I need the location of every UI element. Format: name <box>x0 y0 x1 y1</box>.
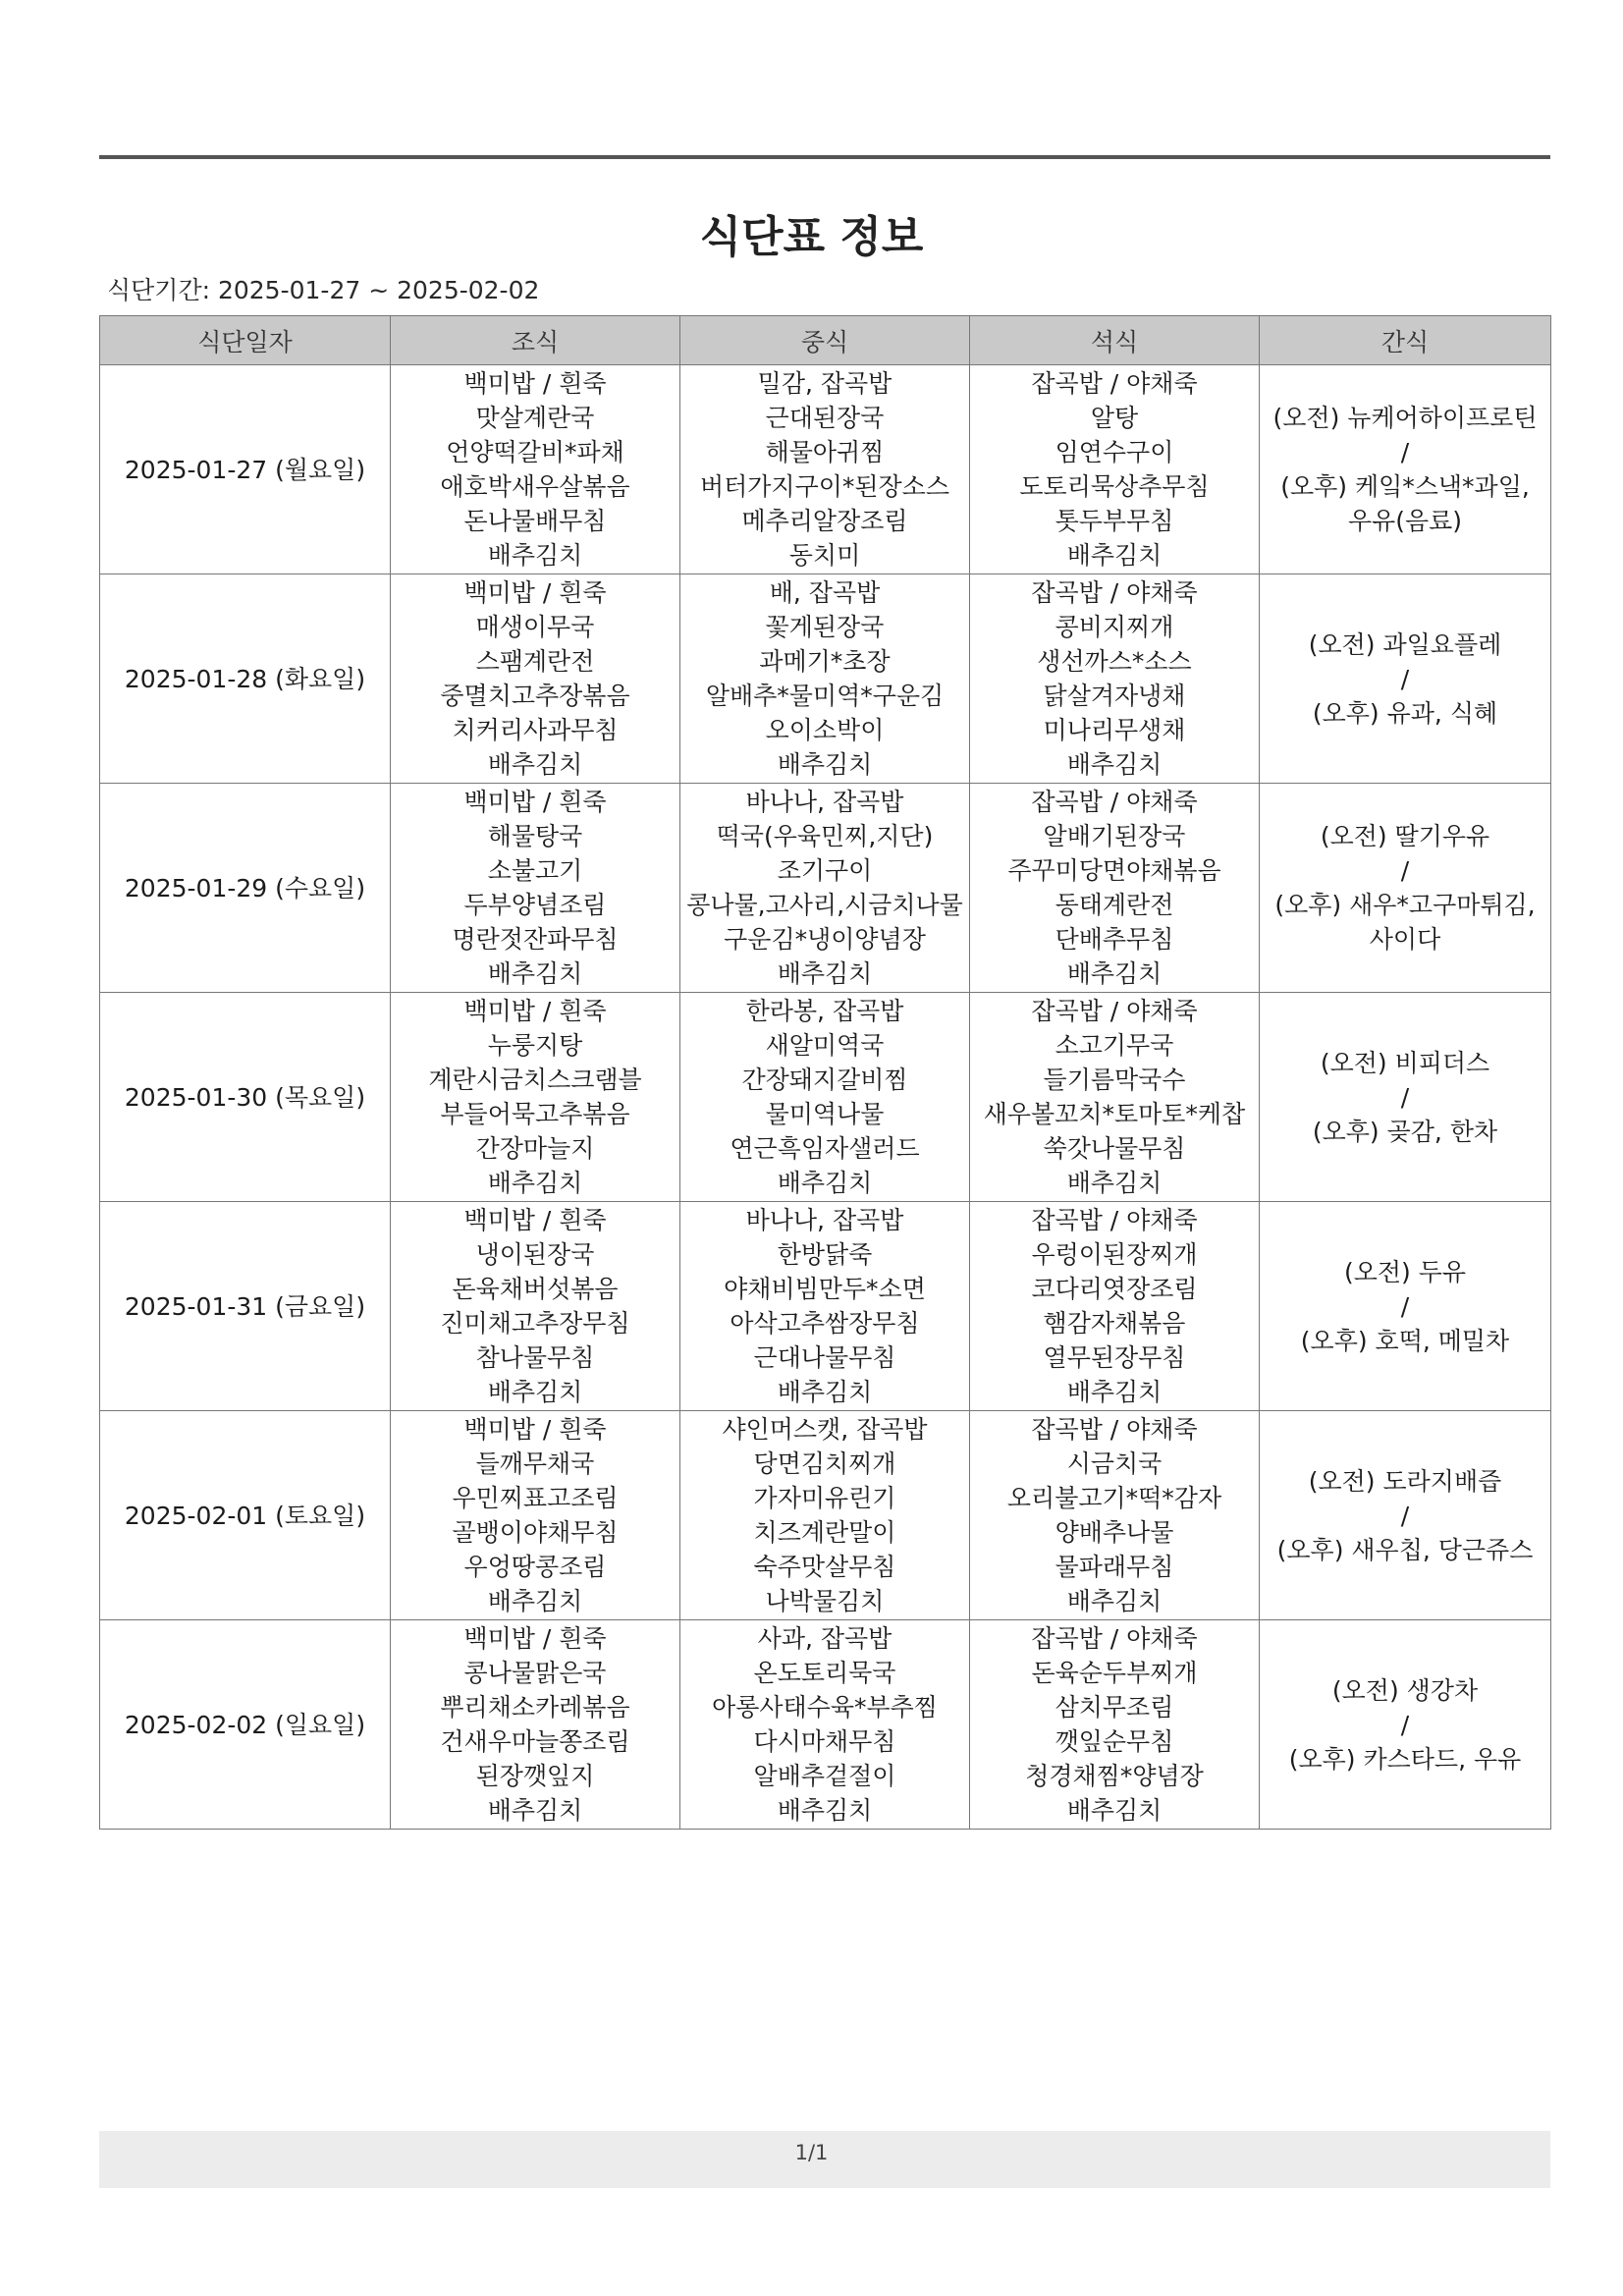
snack-item: (오후) 카스타드, 우유 <box>1288 1744 1522 1774</box>
lunch-cell <box>680 993 970 1202</box>
dinner-item: 배추김치 <box>1066 1169 1163 1197</box>
dinner-item: 주꾸미당면야채볶음 <box>1007 856 1221 885</box>
table-row <box>100 1202 1551 1411</box>
snack-item: / <box>1400 1501 1410 1530</box>
dinner-item: 배추김치 <box>1066 750 1163 779</box>
dinner-item: 청경채찜*양념장 <box>1025 1762 1204 1790</box>
breakfast-item: 백미밥 / 흰죽 <box>463 369 607 398</box>
snack-item: (오전) 딸기우유 <box>1320 822 1490 850</box>
breakfast-item: 참나물무침 <box>475 1343 595 1372</box>
breakfast-item: 두부양념조림 <box>463 891 607 919</box>
header-breakfast: 조식 <box>391 316 680 365</box>
dinner-item: 배추김치 <box>1066 959 1163 988</box>
lunch-item: 배추김치 <box>777 1378 873 1406</box>
breakfast-item: 들깨무채국 <box>475 1449 595 1478</box>
lunch-item: 밀감, 잡곡밥 <box>757 369 893 398</box>
breakfast-item: 백미밥 / 흰죽 <box>463 788 607 816</box>
lunch-cell <box>680 1620 970 1830</box>
dinner-item: 쑥갓나물무침 <box>1043 1134 1186 1163</box>
snack-cell <box>1260 365 1551 574</box>
lunch-cell <box>680 1202 970 1411</box>
header-lunch: 중식 <box>680 316 970 365</box>
date-cell: 2025-01-30 (목요일) <box>100 993 391 1202</box>
date-cell: 2025-01-28 (화요일) <box>100 574 391 784</box>
breakfast-item: 냉이된장국 <box>475 1240 595 1269</box>
dinner-item: 콩비지찌개 <box>1055 613 1174 641</box>
dinner-cell <box>970 574 1260 784</box>
dinner-item: 잡곡밥 / 야채죽 <box>1031 788 1198 816</box>
dinner-item: 도토리묵상추무침 <box>1019 472 1210 501</box>
lunch-item: 한라봉, 잡곡밥 <box>745 997 904 1025</box>
snack-item: 사이다 <box>1369 925 1441 954</box>
breakfast-item: 백미밥 / 흰죽 <box>463 1206 607 1234</box>
lunch-item: 연근흑임자샐러드 <box>730 1134 920 1163</box>
breakfast-item: 된장깻잎지 <box>475 1762 595 1790</box>
dinner-item: 미나리무생채 <box>1043 716 1186 744</box>
dinner-cell <box>970 365 1260 574</box>
lunch-item: 야채비빔만두*소면 <box>724 1275 926 1303</box>
lunch-item: 새알미역국 <box>765 1031 885 1060</box>
breakfast-cell <box>391 784 680 993</box>
lunch-item: 나박물김치 <box>765 1587 885 1615</box>
breakfast-item: 배추김치 <box>487 541 583 570</box>
lunch-item: 해물아귀찜 <box>765 438 885 466</box>
breakfast-item: 콩나물맑은국 <box>463 1659 607 1687</box>
dinner-item: 햄감자채볶음 <box>1043 1309 1186 1338</box>
dinner-item: 잡곡밥 / 야채죽 <box>1031 1624 1198 1653</box>
snack-item: (오후) 곶감, 한차 <box>1312 1117 1498 1146</box>
dinner-item: 배추김치 <box>1066 1796 1163 1825</box>
table-row <box>100 784 1551 993</box>
date-cell: 2025-01-27 (월요일) <box>100 365 391 574</box>
header-dinner: 석식 <box>970 316 1260 365</box>
lunch-item: 숙주맛살무침 <box>753 1553 896 1581</box>
date-cell: 2025-02-02 (일요일) <box>100 1620 391 1830</box>
top-divider <box>99 155 1550 159</box>
dinner-item: 오리불고기*떡*감자 <box>1006 1484 1222 1512</box>
snack-cell <box>1260 993 1551 1202</box>
dinner-item: 양배추나물 <box>1055 1518 1174 1547</box>
breakfast-item: 해물탕국 <box>487 822 583 850</box>
dinner-item: 톳두부무침 <box>1055 507 1174 535</box>
breakfast-item: 스팸계란전 <box>475 647 595 676</box>
dinner-item: 돈육순두부찌개 <box>1031 1659 1198 1687</box>
snack-cell <box>1260 1202 1551 1411</box>
breakfast-item: 배추김치 <box>487 1378 583 1406</box>
snack-item: (오후) 새우*고구마튀김, <box>1274 891 1536 919</box>
lunch-item: 배추김치 <box>777 1796 873 1825</box>
dinner-item: 열무된장무침 <box>1043 1343 1186 1372</box>
date-cell: 2025-02-01 (토요일) <box>100 1411 391 1620</box>
dinner-item: 동태계란전 <box>1055 891 1174 919</box>
lunch-item: 샤인머스캣, 잡곡밥 <box>722 1415 928 1444</box>
dinner-item: 잡곡밥 / 야채죽 <box>1031 1415 1198 1444</box>
snack-item: (오후) 새우칩, 당근쥬스 <box>1276 1535 1534 1564</box>
breakfast-item: 배추김치 <box>487 750 583 779</box>
snack-item: / <box>1400 856 1410 885</box>
lunch-item: 버터가지구이*된장소스 <box>699 472 949 501</box>
breakfast-item: 백미밥 / 흰죽 <box>463 578 607 607</box>
lunch-item: 치즈계란말이 <box>753 1518 896 1547</box>
dinner-item: 새우볼꼬치*토마토*케찹 <box>983 1100 1246 1128</box>
lunch-item: 배, 잡곡밥 <box>769 578 881 607</box>
lunch-item: 바나나, 잡곡밥 <box>745 1206 904 1234</box>
dinner-cell <box>970 784 1260 993</box>
dinner-cell <box>970 1620 1260 1830</box>
breakfast-item: 맛살계란국 <box>475 404 595 432</box>
lunch-item: 한방닭죽 <box>777 1240 873 1269</box>
lunch-cell <box>680 365 970 574</box>
lunch-item: 구운김*냉이양념장 <box>724 925 926 954</box>
dinner-item: 생선까스*소스 <box>1037 647 1192 676</box>
date-cell: 2025-01-31 (금요일) <box>100 1202 391 1411</box>
lunch-item: 배추김치 <box>777 959 873 988</box>
dinner-item: 알배기된장국 <box>1043 822 1186 850</box>
snack-item: (오전) 비피더스 <box>1320 1048 1490 1077</box>
breakfast-item: 건새우마늘쫑조림 <box>440 1727 630 1756</box>
dinner-item: 배추김치 <box>1066 1587 1163 1615</box>
dinner-item: 삼치무조림 <box>1055 1693 1174 1722</box>
lunch-cell <box>680 1411 970 1620</box>
snack-item: (오전) 도라지배즙 <box>1308 1466 1502 1496</box>
breakfast-item: 뿌리채소카레볶음 <box>440 1693 630 1722</box>
dinner-item: 시금치국 <box>1066 1449 1163 1478</box>
lunch-cell <box>680 784 970 993</box>
snack-item: (오전) 생강차 <box>1331 1675 1479 1705</box>
lunch-item: 꽃게된장국 <box>765 613 885 641</box>
breakfast-item: 진미채고추장무침 <box>440 1309 630 1338</box>
snack-item: / <box>1400 1710 1410 1739</box>
breakfast-item: 백미밥 / 흰죽 <box>463 1415 607 1444</box>
dinner-item: 들기름막국수 <box>1043 1066 1186 1094</box>
breakfast-item: 매생이무국 <box>475 613 595 641</box>
menu-period: 식단기간: 2025-01-27 ~ 2025-02-02 <box>107 276 540 304</box>
breakfast-item: 우엉땅콩조림 <box>463 1553 607 1581</box>
breakfast-cell <box>391 574 680 784</box>
breakfast-item: 언양떡갈비*파채 <box>446 438 624 466</box>
lunch-item: 물미역나물 <box>765 1100 885 1128</box>
lunch-item: 콩나물,고사리,시금치나물 <box>686 891 963 919</box>
lunch-item: 아롱사태수육*부추찜 <box>712 1693 938 1722</box>
lunch-item: 메추리알장조림 <box>741 507 908 535</box>
snack-item: / <box>1400 438 1410 466</box>
dinner-item: 잡곡밥 / 야채죽 <box>1031 997 1198 1025</box>
lunch-item: 근대나물무침 <box>753 1343 896 1372</box>
lunch-item: 알배추겉절이 <box>753 1762 896 1790</box>
table-row <box>100 574 1551 784</box>
table-row <box>100 365 1551 574</box>
menu-table <box>99 315 1551 1830</box>
breakfast-item: 치커리사과무침 <box>452 716 619 744</box>
dinner-item: 단배추무침 <box>1055 925 1174 954</box>
lunch-item: 간장돼지갈비찜 <box>741 1066 908 1094</box>
breakfast-item: 우민찌표고조림 <box>452 1484 619 1512</box>
dinner-item: 배추김치 <box>1066 1378 1163 1406</box>
table-row <box>100 1620 1551 1830</box>
dinner-item: 알탕 <box>1090 404 1139 432</box>
snack-item: (오전) 과일요플레 <box>1308 629 1502 659</box>
table-row <box>100 1411 1551 1620</box>
breakfast-item: 명란젓잔파무침 <box>452 925 619 954</box>
snack-item: (오후) 케잌*스낵*과일, <box>1280 472 1530 501</box>
lunch-item: 동치미 <box>788 541 861 570</box>
page-number: 1/1 <box>794 2141 829 2164</box>
lunch-item: 다시마채무침 <box>753 1727 896 1756</box>
snack-item: / <box>1400 1082 1410 1112</box>
lunch-item: 배추김치 <box>777 1169 873 1197</box>
snack-cell <box>1260 574 1551 784</box>
lunch-item: 사과, 잡곡밥 <box>757 1624 893 1653</box>
breakfast-item: 배추김치 <box>487 1796 583 1825</box>
breakfast-item: 돈나물배무침 <box>463 507 607 535</box>
lunch-item: 아삭고추쌈장무침 <box>730 1309 920 1338</box>
breakfast-cell <box>391 365 680 574</box>
dinner-item: 닭살겨자냉채 <box>1043 682 1186 710</box>
header-row <box>100 316 1551 365</box>
snack-cell <box>1260 1620 1551 1830</box>
dinner-item: 임연수구이 <box>1055 438 1174 466</box>
breakfast-item: 누룽지탕 <box>487 1031 583 1060</box>
lunch-item: 배추김치 <box>777 750 873 779</box>
lunch-item: 온도토리묵국 <box>753 1659 896 1687</box>
lunch-item: 알배추*물미역*구운김 <box>705 682 945 710</box>
breakfast-item: 골뱅이야채무침 <box>452 1518 619 1547</box>
lunch-item: 과메기*초장 <box>759 647 891 676</box>
lunch-item: 당면김치찌개 <box>753 1449 896 1478</box>
snack-item: 우유(음료) <box>1347 507 1463 535</box>
breakfast-item: 간장마늘지 <box>475 1134 595 1163</box>
header-date: 식단일자 <box>100 316 391 365</box>
dinner-item: 깻잎순무침 <box>1055 1727 1174 1756</box>
dinner-item: 잡곡밥 / 야채죽 <box>1031 1206 1198 1234</box>
snack-item: (오전) 두유 <box>1343 1257 1467 1286</box>
dinner-cell <box>970 1411 1260 1620</box>
snack-item: (오후) 호떡, 메밀차 <box>1300 1326 1510 1355</box>
lunch-item: 조기구이 <box>777 856 873 885</box>
breakfast-cell <box>391 1411 680 1620</box>
dinner-cell <box>970 993 1260 1202</box>
snack-item: (오후) 유과, 식혜 <box>1312 698 1498 728</box>
breakfast-item: 배추김치 <box>487 959 583 988</box>
snack-cell <box>1260 784 1551 993</box>
breakfast-item: 돈육채버섯볶음 <box>452 1275 619 1303</box>
dinner-item: 잡곡밥 / 야채죽 <box>1031 578 1198 607</box>
dinner-item: 우렁이된장찌개 <box>1031 1240 1198 1269</box>
lunch-cell <box>680 574 970 784</box>
page-title: 식단표 정보 <box>699 212 924 262</box>
breakfast-cell <box>391 1202 680 1411</box>
breakfast-item: 계란시금치스크램블 <box>428 1066 642 1094</box>
date-cell: 2025-01-29 (수요일) <box>100 784 391 993</box>
breakfast-cell <box>391 993 680 1202</box>
snack-cell <box>1260 1411 1551 1620</box>
breakfast-item: 애호박새우살볶음 <box>440 472 630 501</box>
breakfast-item: 배추김치 <box>487 1587 583 1615</box>
snack-item: / <box>1400 664 1410 693</box>
breakfast-item: 백미밥 / 흰죽 <box>463 1624 607 1653</box>
header-snack: 간식 <box>1260 316 1551 365</box>
dinner-item: 소고기무국 <box>1055 1031 1174 1060</box>
dinner-item: 잡곡밥 / 야채죽 <box>1031 369 1198 398</box>
dinner-item: 코다리엿장조림 <box>1031 1275 1198 1303</box>
dinner-item: 배추김치 <box>1066 541 1163 570</box>
dinner-item: 물파래무침 <box>1055 1553 1174 1581</box>
breakfast-item: 백미밥 / 흰죽 <box>463 997 607 1025</box>
breakfast-item: 배추김치 <box>487 1169 583 1197</box>
lunch-item: 가자미유린기 <box>753 1484 896 1512</box>
lunch-item: 떡국(우육민찌,지단) <box>716 822 934 850</box>
breakfast-item: 소불고기 <box>487 856 583 885</box>
dinner-cell <box>970 1202 1260 1411</box>
breakfast-item: 중멸치고추장볶음 <box>440 682 630 710</box>
breakfast-cell <box>391 1620 680 1830</box>
snack-item: / <box>1400 1291 1410 1321</box>
snack-item: (오전) 뉴케어하이프로틴 <box>1272 404 1538 432</box>
lunch-item: 근대된장국 <box>765 404 885 432</box>
lunch-item: 바나나, 잡곡밥 <box>745 788 904 816</box>
table-row <box>100 993 1551 1202</box>
lunch-item: 오이소박이 <box>765 716 885 744</box>
breakfast-item: 부들어묵고추볶음 <box>440 1100 630 1128</box>
